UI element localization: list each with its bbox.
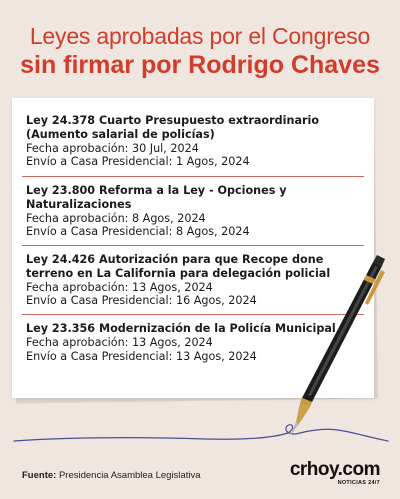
- law-sent-date: Envío a Casa Presidencial: 8 Agos, 2024: [26, 225, 250, 239]
- headline-line-2: sin firmar por Rodrigo Chaves: [20, 51, 380, 79]
- brand-logo: [280, 460, 380, 487]
- law-sent-date: Envío a Casa Presidencial: 1 Agos, 2024: [26, 155, 250, 169]
- brand-tagline: NOTICIAS 24/7: [337, 480, 380, 486]
- law-title: Ley 23.356 Modernización de la Policía Municipal: [26, 322, 336, 335]
- pen-icon: [289, 255, 385, 437]
- source-text: Presidencia Asamblea Legislativa: [58, 470, 201, 481]
- ink-line: [14, 425, 388, 441]
- headline-line-1: Leyes aprobadas por el Congreso: [29, 23, 371, 49]
- source-label: Fuente:: [22, 470, 57, 481]
- law-sent-date: Envío a Casa Presidencial: 13 Agos, 2024: [26, 349, 257, 363]
- law-title: Ley 24.426 Autorización para que Recope done terreno en La California para delegación policial: [26, 253, 331, 280]
- law-approval-date: Fecha aprobación: 8 Agos, 2024: [26, 211, 206, 225]
- law-title: Ley 23.800 Reforma a la Ley - Opciones y Naturalizaciones: [26, 184, 287, 211]
- law-title: Ley 24.378 Cuarto Presupuesto extraordinario (Aumento salarial de policías): [26, 114, 320, 141]
- source-credit: [22, 470, 200, 481]
- law-approval-date: Fecha aprobación: 30 Jul, 2024: [26, 141, 199, 155]
- brand-name: crhoy.com: [289, 459, 380, 480]
- law-approval-date: Fecha aprobación: 13 Agos, 2024: [26, 280, 213, 294]
- law-sent-date: Envío a Casa Presidencial: 16 Agos, 2024: [26, 294, 257, 308]
- law-approval-date: Fecha aprobación: 13 Agos, 2024: [26, 335, 213, 349]
